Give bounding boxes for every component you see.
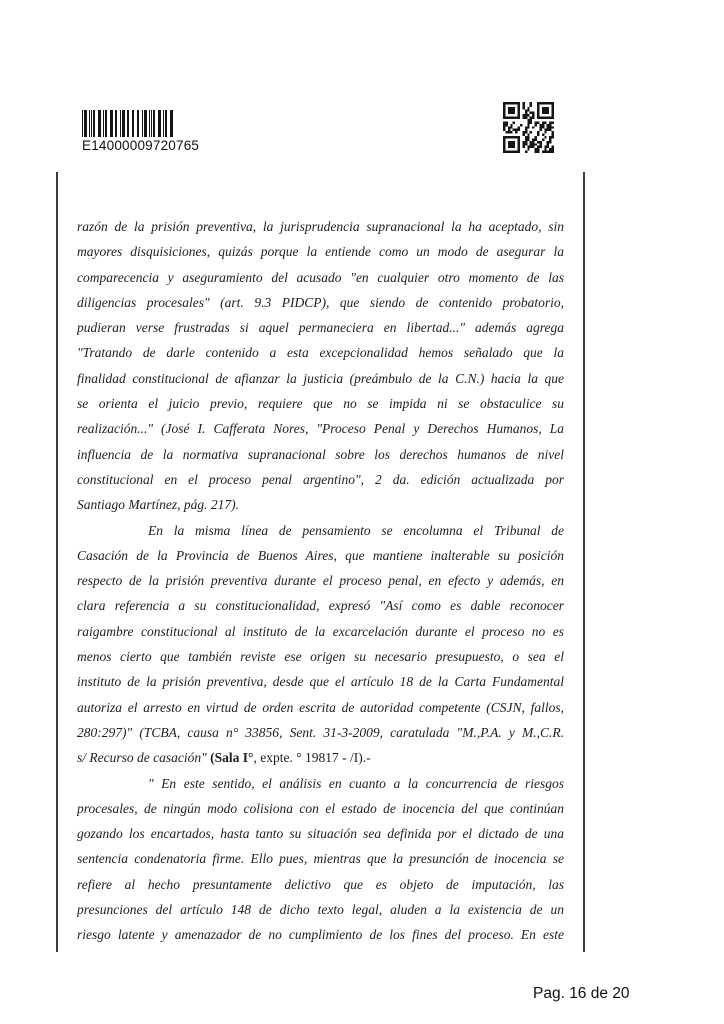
- text-segment: 280:297)" (TCBA, causa n° 33856, Sent. 31-3-2009, caratulada "M.,P.A. y M.,C.R.: [77, 724, 564, 740]
- text-segment: diligencias procesales" (art. 9.3 PIDCP), que siendo de contenido probatorio,: [77, 294, 564, 310]
- text-segment: pudieran verse frustradas si aquel permaneciera en libertad..." además agrega: [77, 320, 564, 336]
- text-line: [77, 644, 564, 669]
- text-segment: respecto de la prisión preventiva durante el proceso penal, en efecto y además, en: [77, 573, 564, 589]
- text-line: [77, 695, 564, 720]
- text-line: [77, 442, 564, 467]
- text-segment: clara referencia a su constitucionalidad, expresó "Así como es dable reconocer: [77, 598, 564, 614]
- text-segment: razón de la prisión preventiva, la jurisprudencia supranacional la ha aceptado, sin: [77, 219, 564, 234]
- text-segment: procesales, de ningún modo colisiona con el estado de inocencia del que continúan: [77, 800, 564, 816]
- text-line: [77, 796, 564, 821]
- text-segment: refiere al hecho presuntamente delictivo que es objeto de imputación, las: [77, 876, 564, 892]
- text-line: [77, 391, 564, 416]
- text-segment: raigambre constitucional al instituto de la excarcelación durante el proceso no es: [77, 623, 564, 639]
- barcode-group: [82, 110, 200, 153]
- text-segment: autoriza el arresto en virtud de orden escrita de autoridad competente (CSJN, fallos,: [77, 699, 564, 715]
- barcode-value-label: E14000009720765: [82, 138, 200, 153]
- text-segment: menos cierto que también reviste ese origen su necesario presupuesto, o sea el: [77, 649, 564, 665]
- text-line: [77, 568, 564, 593]
- text-line: [77, 720, 564, 745]
- text-segment: s/ Recurso de casación": [77, 750, 211, 766]
- text-segment: En la misma línea de pensamiento se encolumna el Tribunal de: [148, 522, 564, 538]
- text-segment: , expte. ° 19817 - /I).-: [253, 750, 371, 766]
- text-segment: finalidad constitucional de afianzar la justicia (preámbulo de la C.N.) hacia la que: [77, 370, 564, 386]
- text-segment: realización..." (José I. Cafferata Nores, "Proceso Penal y Derechos Humanos, La: [77, 421, 564, 437]
- text-segment: (Sala I°: [210, 750, 254, 766]
- text-line: [77, 872, 564, 897]
- text-line: [77, 897, 564, 922]
- text-segment: Santiago Martínez, pág. 217).: [77, 497, 239, 513]
- text-segment: influencia de la normativa supranacional sobre los derechos humanos de nivel: [77, 446, 564, 462]
- left-margin-rule: [56, 172, 58, 952]
- text-segment: comparecencia y aseguramiento del acusado "en cualquier otro momento de las: [77, 269, 564, 285]
- text-line: [77, 467, 564, 492]
- text-line: [77, 492, 564, 517]
- text-line: [77, 771, 564, 796]
- text-line: [77, 619, 564, 644]
- text-line: [77, 265, 564, 290]
- text-line: [77, 922, 564, 947]
- text-segment: sentencia condenatoria firme. Ello pues, mientras que la presunción de inocencia se: [77, 851, 564, 867]
- page-number-label: Pag. 16 de 20: [533, 985, 630, 1002]
- text-segment: Casación de la Provincia de Buenos Aires, que mantiene inalterable su posición: [77, 547, 564, 563]
- text-body: [77, 214, 564, 948]
- text-line: [77, 821, 564, 846]
- text-line: [77, 416, 564, 441]
- text-line: [77, 669, 564, 694]
- text-segment: "Tratando de darle contenido a esta excepcionalidad hemos señalado que la: [77, 345, 564, 361]
- text-line: [77, 518, 564, 543]
- text-line: [77, 290, 564, 315]
- text-segment: presunciones del artículo 148 de dicho texto legal, aluden a la existencia de un: [77, 902, 564, 918]
- text-segment: gozando los encartados, hasta tanto su situación sea definida por el dictado de una: [77, 826, 564, 842]
- text-line: [77, 239, 564, 264]
- text-line: [77, 315, 564, 340]
- text-segment: constitucional en el proceso penal argentino", 2 da. edición actualizada por: [77, 471, 564, 487]
- text-line: [77, 593, 564, 618]
- text-line: [77, 340, 564, 365]
- barcode-icon: [82, 110, 176, 137]
- right-margin-rule: [583, 172, 585, 952]
- text-line: [77, 543, 564, 568]
- text-segment: riesgo latente y amenazador de no cumplimiento de los fines del proceso. En este: [77, 927, 564, 943]
- text-segment: mayores disquisiciones, quizás porque la entiende como un modo de asegurar la: [77, 244, 564, 260]
- qr-code-icon: [503, 102, 554, 153]
- text-segment: " En este sentido, el análisis en cuanto a la concurrencia de riesgos: [148, 775, 564, 791]
- text-line: [77, 745, 564, 770]
- text-segment: se orienta el juicio previo, requiere que no se impida ni se obstaculice su: [77, 396, 564, 412]
- text-segment: instituto de la prisión preventiva, desde que el artículo 18 de la Carta Fundamental: [77, 674, 564, 690]
- text-line: [77, 214, 564, 239]
- text-line: [77, 366, 564, 391]
- text-line: [77, 846, 564, 871]
